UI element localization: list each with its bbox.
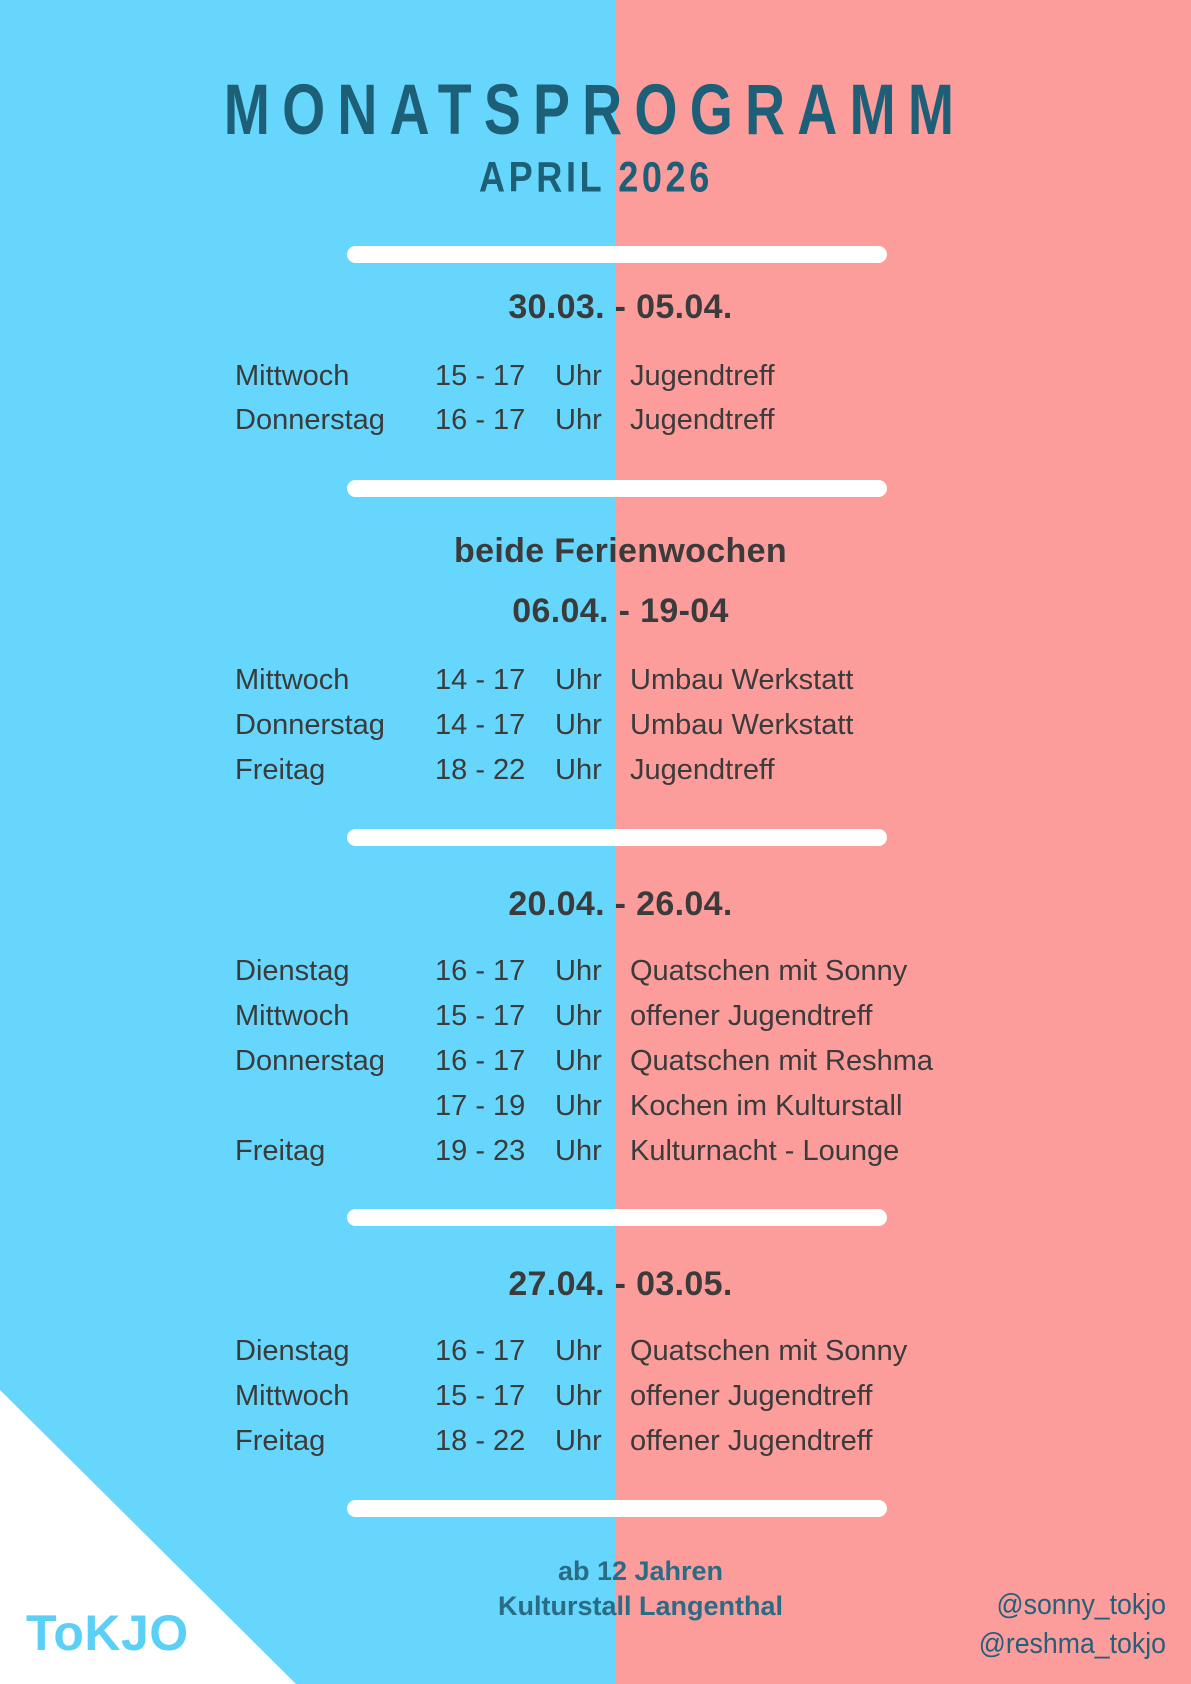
table-row (235, 1084, 1155, 1129)
section-4-dates: 27.04. - 03.05. (508, 1265, 733, 1303)
table-row (235, 748, 1155, 793)
table-row (235, 658, 1155, 703)
activity-cell: offener Jugendtreff (630, 1380, 873, 1412)
unit-cell: Uhr (555, 1335, 602, 1367)
table-row (235, 949, 1155, 994)
age-note: ab 12 Jahren (557, 1556, 724, 1586)
page-title-text: MONATSPROGRAMM (224, 69, 967, 150)
day-cell: Mittwoch (235, 1380, 350, 1412)
unit-cell: Uhr (555, 1090, 602, 1122)
table-row (235, 398, 1155, 442)
divider-bar-1 (347, 246, 887, 263)
unit-cell: Uhr (555, 403, 602, 436)
activity-cell: Quatschen mit Reshma (630, 1045, 934, 1077)
table-row (235, 1129, 1155, 1174)
unit-cell: Uhr (555, 1380, 602, 1412)
activity-cell: Jugendtreff (630, 754, 775, 786)
table-row (235, 1419, 1155, 1464)
activity-cell: Quatschen mit Sonny (630, 955, 908, 987)
section-1-dates: 30.03. - 05.04. (508, 288, 733, 326)
unit-cell: Uhr (555, 1045, 602, 1077)
divider-bar-5 (347, 1500, 887, 1517)
table-row (235, 1374, 1155, 1419)
time-cell: 14 - 17 (435, 709, 526, 741)
section-4-table (235, 1329, 1155, 1464)
divider-bar-2 (347, 480, 887, 497)
table-row (235, 354, 1155, 398)
unit-cell: Uhr (555, 359, 602, 392)
activity-cell: offener Jugendtreff (630, 1425, 873, 1457)
activity-cell: Quatschen mit Sonny (630, 1335, 908, 1367)
time-cell: 15 - 17 (435, 1000, 526, 1032)
page-title (0, 69, 1191, 150)
section-3-table (235, 949, 1155, 1174)
section-2-dates: 06.04. - 19-04 (512, 592, 729, 630)
activity-cell: Jugendtreff (630, 403, 775, 436)
page-subtitle-text: APRIL 2026 (478, 152, 713, 202)
section-3-dates: 20.04. - 26.04. (508, 885, 733, 923)
table-row (235, 703, 1155, 748)
time-cell: 15 - 17 (435, 1380, 526, 1412)
activity-cell: offener Jugendtreff (630, 1000, 873, 1032)
activity-cell: Kulturnacht - Lounge (630, 1135, 900, 1167)
unit-cell: Uhr (555, 1135, 602, 1167)
time-cell: 16 - 17 (435, 1045, 526, 1077)
unit-cell: Uhr (555, 955, 602, 987)
divider-bar-4 (347, 1209, 887, 1226)
time-cell: 16 - 17 (435, 403, 526, 436)
table-row (235, 1329, 1155, 1374)
time-cell: 19 - 23 (435, 1135, 526, 1167)
day-cell: Freitag (235, 754, 326, 786)
activity-cell: Umbau Werkstatt (630, 664, 854, 696)
divider-bar-3 (347, 829, 887, 846)
day-cell: Donnerstag (235, 403, 385, 436)
day-cell: Donnerstag (235, 709, 385, 741)
social-handle-reshma: @reshma_tokjo (978, 1628, 1166, 1660)
activity-cell: Umbau Werkstatt (630, 709, 854, 741)
page-subtitle (0, 154, 1191, 201)
activity-cell: Kochen im Kulturstall (630, 1090, 903, 1122)
day-cell: Freitag (235, 1425, 326, 1457)
section-1-table (235, 354, 1155, 442)
day-cell: Freitag (235, 1135, 326, 1167)
day-cell: Mittwoch (235, 1000, 350, 1032)
day-cell: Mittwoch (235, 359, 350, 392)
time-cell: 18 - 22 (435, 754, 526, 786)
activity-cell: Jugendtreff (630, 359, 775, 392)
table-row (235, 1039, 1155, 1084)
unit-cell: Uhr (555, 664, 602, 696)
unit-cell: Uhr (555, 709, 602, 741)
table-row (235, 994, 1155, 1039)
time-cell: 14 - 17 (435, 664, 526, 696)
social-handles (766, 1586, 1166, 1664)
section-2-label: beide Ferienwochen (454, 532, 787, 570)
unit-cell: Uhr (555, 754, 602, 786)
day-cell: Dienstag (235, 955, 350, 987)
time-cell: 17 - 19 (435, 1090, 526, 1122)
section-2-table (235, 658, 1155, 793)
tokjo-logo: ToKJO (26, 1605, 189, 1661)
time-cell: 16 - 17 (435, 955, 526, 987)
time-cell: 15 - 17 (435, 359, 526, 392)
unit-cell: Uhr (555, 1425, 602, 1457)
time-cell: 18 - 22 (435, 1425, 526, 1457)
social-handle-sonny: @sonny_tokjo (996, 1589, 1166, 1621)
time-cell: 16 - 17 (435, 1335, 526, 1367)
location-note: Kulturstall Langenthal (497, 1591, 784, 1621)
unit-cell: Uhr (555, 1000, 602, 1032)
day-cell: Mittwoch (235, 664, 350, 696)
day-cell: Dienstag (235, 1335, 350, 1367)
day-cell: Donnerstag (235, 1045, 385, 1077)
